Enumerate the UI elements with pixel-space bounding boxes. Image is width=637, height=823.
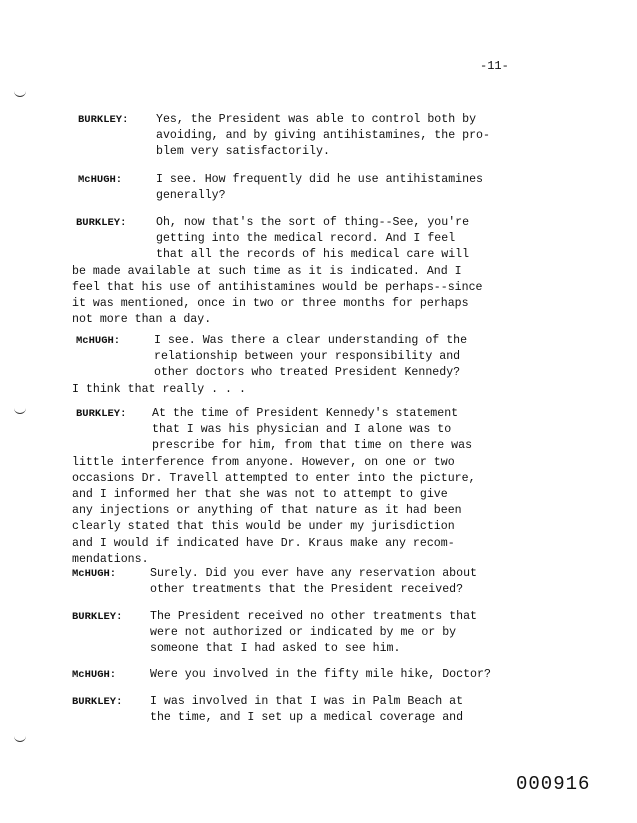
- page-number: -11-: [480, 59, 509, 73]
- speech-line: occasions Dr. Travell attempted to enter into the picture,: [72, 471, 476, 485]
- speaker-label: BURKLEY:: [72, 696, 123, 708]
- speech-line: that all the records of his medical care will: [156, 248, 470, 262]
- binder-hole-mark: [14, 88, 26, 97]
- exchange: [72, 215, 636, 328]
- speaker-label: McHUGH:: [72, 568, 117, 580]
- speech-line: other doctors who treated President Kennedy?: [154, 366, 461, 380]
- speech-line: blem very satisfactorily.: [156, 145, 330, 159]
- speech-line: feel that his use of antihistamines would be perhaps--since: [72, 280, 483, 294]
- speech-line: were not authorized or indicated by me or by: [150, 626, 457, 640]
- speech-line: clearly stated that this would be under my jurisdiction: [72, 520, 455, 534]
- speech-line: relationship between your responsibility and: [154, 350, 461, 364]
- speaker-label: McHUGH:: [72, 669, 117, 681]
- speaker-label: McHUGH:: [76, 335, 121, 347]
- exchange: [78, 112, 637, 161]
- speech-line: that I was his physician and I alone was to: [152, 423, 452, 437]
- speech-line: I see. Was there a clear understanding of the: [154, 334, 468, 347]
- exchange: [72, 406, 636, 568]
- exchange: [72, 667, 632, 683]
- speaker-label: BURKLEY:: [72, 611, 123, 623]
- speech-line: prescribe for him, from that time on there was: [152, 439, 473, 453]
- speech-line: someone that I had asked to see him.: [150, 642, 401, 656]
- speech-text: [150, 694, 632, 726]
- speech-line: generally?: [156, 189, 226, 203]
- exchange: [72, 694, 632, 726]
- speech-line: other treatments that the President received?: [150, 583, 464, 597]
- speech-text: [156, 112, 637, 161]
- speech-line: The President received no other treatments that: [150, 610, 477, 623]
- speaker-label: BURKLEY:: [76, 408, 127, 420]
- speech-line: Oh, now that's the sort of thing--See, you're: [156, 216, 470, 229]
- speech-line: mendations.: [72, 552, 149, 566]
- speech-text: [150, 609, 632, 658]
- speech-text: [72, 215, 636, 328]
- speaker-label: BURKLEY:: [76, 217, 127, 229]
- speech-line: not more than a day.: [72, 313, 212, 327]
- speech-line: and I informed her that she was not to attempt to give: [72, 488, 448, 502]
- exchange: [72, 609, 632, 658]
- speech-line: I think that really . . .: [72, 382, 246, 396]
- speech-text: [150, 667, 632, 683]
- speech-line: and I would if indicated have Dr. Kraus make any recom-: [72, 536, 455, 550]
- binder-hole-mark: [14, 733, 26, 742]
- document-id-stamp: 000916: [516, 773, 591, 795]
- speech-text: [72, 406, 636, 568]
- speaker-label: McHUGH:: [78, 174, 123, 186]
- exchange: [78, 172, 637, 204]
- exchange: [72, 566, 632, 598]
- exchange: [72, 333, 636, 398]
- speech-line: Were you involved in the fifty mile hike, Doctor?: [150, 668, 491, 681]
- speech-line: Yes, the President was able to control both by: [156, 113, 477, 126]
- speech-text: [156, 172, 637, 204]
- speech-line: be made available at such time as it is indicated. And I: [72, 264, 462, 278]
- speech-line: avoiding, and by giving antihistamines, the pro-: [156, 129, 490, 143]
- speech-line: At the time of President Kennedy's statement: [152, 407, 459, 420]
- speech-line: getting into the medical record. And I feel: [156, 232, 456, 246]
- speech-line: little interference from anyone. However, on one or two: [72, 455, 455, 469]
- speech-line: any injections or anything of that nature as it had been: [72, 504, 462, 518]
- speech-line: it was mentioned, once in two or three months for perhaps: [72, 297, 469, 311]
- speech-line: Surely. Did you ever have any reservation about: [150, 567, 477, 580]
- speech-text: [72, 333, 636, 398]
- speech-line: I see. How frequently did he use antihistamines: [156, 173, 483, 186]
- speech-text: [150, 566, 632, 598]
- speech-line: I was involved in that I was in Palm Beach at: [150, 695, 464, 708]
- speech-line: the time, and I set up a medical coverage and: [150, 711, 464, 725]
- speaker-label: BURKLEY:: [78, 114, 129, 126]
- binder-hole-mark: [14, 405, 26, 414]
